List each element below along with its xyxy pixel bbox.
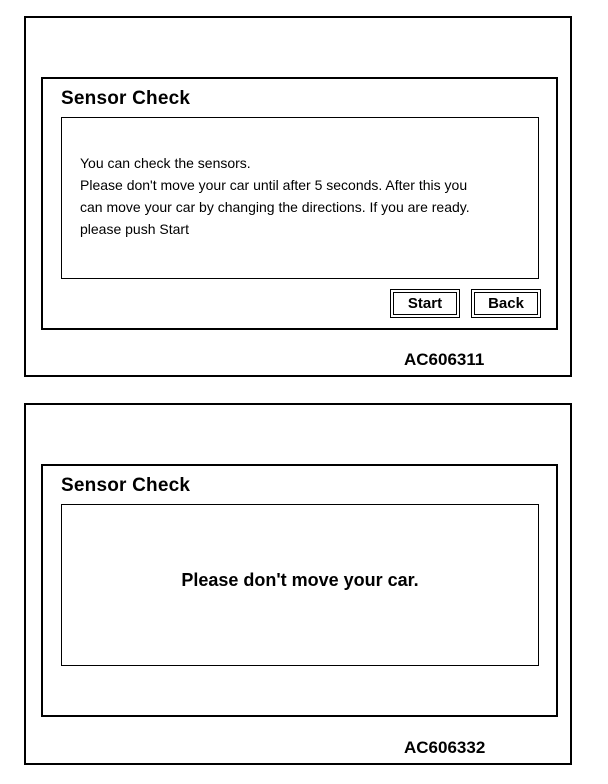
start-button-label: Start: [393, 292, 457, 315]
screen-title: Sensor Check: [61, 88, 191, 109]
message-box: [61, 504, 539, 666]
instruction-message: [80, 152, 530, 240]
figure-panel-2: [24, 403, 572, 765]
warning-message: Please don't move your car.: [181, 570, 419, 590]
sensor-check-screen: [41, 464, 558, 717]
screen-title: Sensor Check: [61, 475, 191, 496]
message-line: You can check the sensors.: [80, 155, 251, 171]
sensor-check-screen: [41, 77, 558, 330]
start-button[interactable]: [390, 289, 460, 318]
message-line: can move your car by changing the directions. If you are ready.: [80, 199, 470, 215]
figure-code: AC606332: [404, 738, 486, 757]
message-box: [61, 117, 539, 279]
figure-code: AC606311: [404, 350, 485, 369]
back-button[interactable]: [471, 289, 541, 318]
figure-panel-1: [24, 16, 572, 377]
message-line: please push Start: [80, 221, 189, 237]
message-line: Please don't move your car until after 5 seconds. After this you: [80, 177, 468, 193]
back-button-label: Back: [474, 292, 538, 315]
